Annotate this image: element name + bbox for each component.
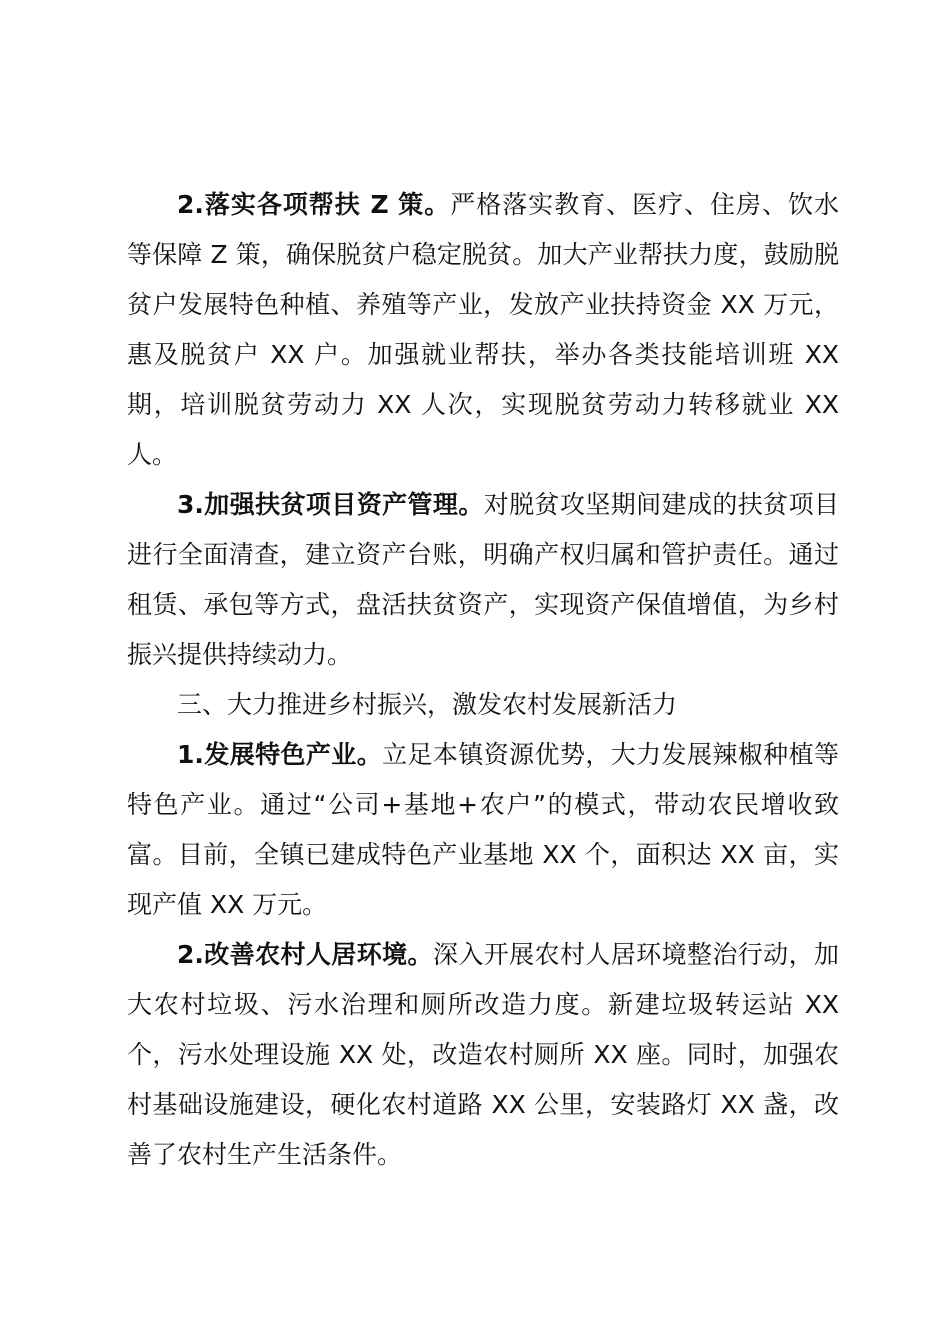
paragraph-special-industries <box>127 730 839 930</box>
document-body <box>127 180 839 1180</box>
paragraph-heading: 2.落实各项帮扶 Z 策。 <box>177 190 451 219</box>
paragraph-text: 立足本镇资源优势，大力发展辣椒种植等特色产业。通过“公司+基地+农户”的模式，带动农民增收致富。目前，全镇已建成特色产业基地 XX 个，面积达 XX 亩，实现产值 XX 万元。 <box>127 740 839 919</box>
section-heading-rural-revitalization <box>127 680 839 730</box>
paragraph-heading: 1.发展特色产业。 <box>177 740 383 769</box>
paragraph-project-assets <box>127 480 839 680</box>
paragraph-heading: 2.改善农村人居环境。 <box>177 940 433 969</box>
paragraph-text: 对脱贫攻坚期间建成的扶贫项目进行全面清查，建立资产台账，明确产权归属和管护责任。通过租赁、承包等方式，盘活扶贫资产，实现资产保值增值，为乡村振兴提供持续动力。 <box>127 490 839 669</box>
paragraph-heading: 3.加强扶贫项目资产管理。 <box>177 490 484 519</box>
section-heading-text: 三、大力推进乡村振兴，激发农村发展新活力 <box>177 690 678 719</box>
paragraph-living-environment <box>127 930 839 1180</box>
paragraph-text: 深入开展农村人居环境整治行动，加大农村垃圾、污水治理和厕所改造力度。新建垃圾转运站 XX 个，污水处理设施 XX 处，改造农村厕所 XX 座。同时，加强农村基础设施建设，硬化农村道路 XX 公里，安装路灯 XX 盏，改善了农村生产生活条件。 <box>127 940 839 1169</box>
paragraph-text: 严格落实教育、医疗、住房、饮水等保障 Z 策，确保脱贫户稳定脱贫。加大产业帮扶力度，鼓励脱贫户发展特色种植、养殖等产业，发放产业扶持资金 XX 万元，惠及脱贫户 XX 户。加强就业帮扶，举办各类技能培训班 XX 期，培训脱贫劳动力 XX 人次，实现脱贫劳动力转移就业 XX 人。 <box>127 190 839 469</box>
paragraph-assistance-policies <box>127 180 839 480</box>
